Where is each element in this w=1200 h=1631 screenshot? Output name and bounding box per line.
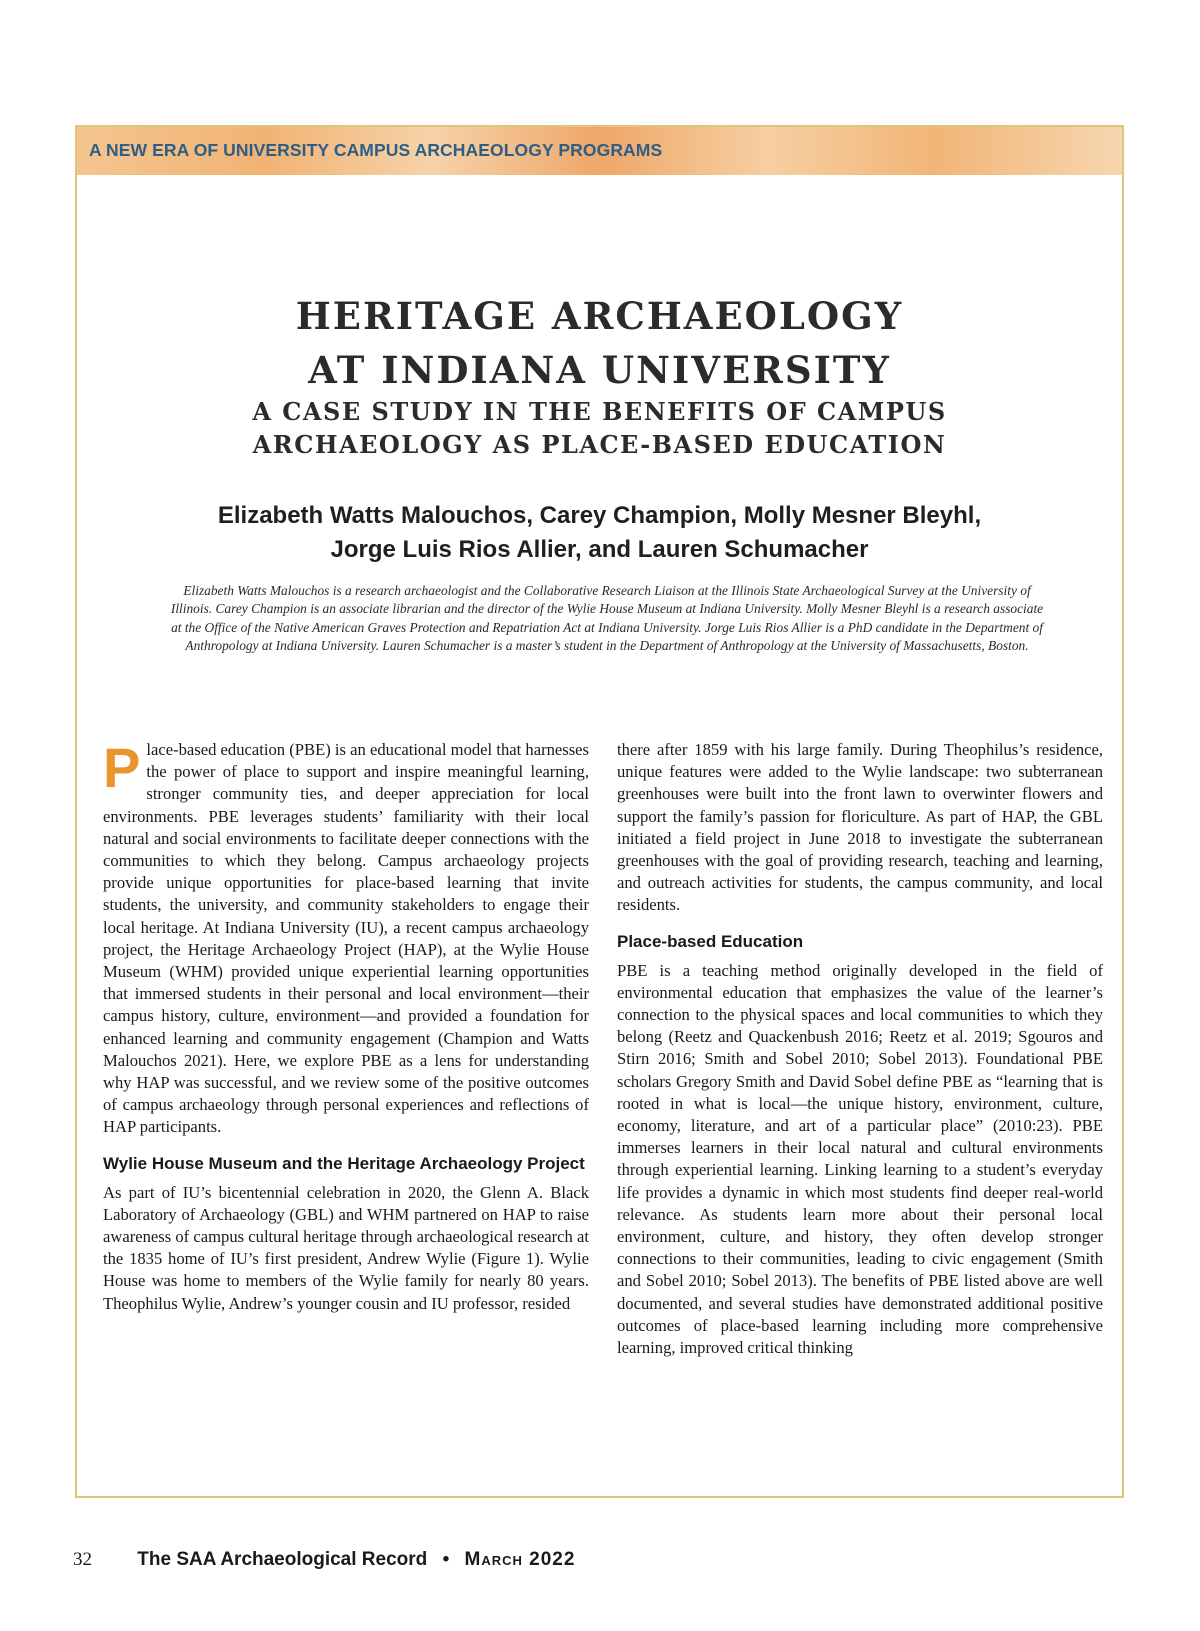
intro-paragraph-text: lace-based education (PBE) is an educational model that harnesses the power of place to support and inspire meaningful learning, stronger community ties, and deeper appreciation for local environments. PBE leverages students’ familiarity with their local natural and social environments to facilitate deeper connections with the communities to which they belong. Campus archaeology projects provide unique opportunities for place-based learning that invite students, the university, and community stakeholders to engage their local heritage. At Indiana University (IU), a recent campus archaeology project, the Heritage Archaeology Project (HAP), at the Wylie House Museum (WHM) provided unique experiential learning opportunities that immersed students in their personal and local environment—their campus history, culture, environment—and provided a foundation for enhanced learning and community engagement (Champion and Watts Malouchos 2021). Here, we explore PBE as a lens for understanding why HAP was successful, and we review some of the positive outcomes of campus archaeology through personal experiences and reflections of HAP participants.: [103, 740, 589, 1137]
pbe-paragraph: PBE is a teaching method originally developed in the field of environmental education that emphasizes the value of the learner’s connection to the physical spaces and local communities to which they belong (Reetz and Quackenbush 2016; Reetz et al. 2019; Sgouros and Stirn 2016; Smith and Sobel 2010; Sobel 2013). Foundational PBE scholars Gregory Smith and David Sobel define PBE as “learning that is rooted in what is local—the unique history, environment, culture, economy, literature, and art of a particular place” (2010:23). PBE immerses learners in their local natural and cultural environments through experiential learning. Linking learning to a student’s everyday life provides a dynamic in which most students find deeper real-world relevance. As students learn more about their personal local environment, culture, and history, they often develop stronger connections to their communities, leading to civic engagement (Smith and Sobel 2010; Sobel 2013). The benefits of PBE listed above are well documented, and several studies have demonstrated additional positive outcomes of place-based learning including more comprehensive learning, improved critical thinking: [617, 960, 1103, 1358]
journal-name: The SAA Archaeological Record: [137, 1549, 428, 1570]
section-banner-text: A NEW ERA OF UNIVERSITY CAMPUS ARCHAEOLOGY PROGRAMS: [89, 140, 663, 160]
article-title: [77, 289, 1122, 397]
page-number: 32: [73, 1549, 92, 1570]
theophilus-paragraph: there after 1859 with his large family. During Theophilus’s residence, unique features were added to the Wylie landscape: two subterranean greenhouses were built into the front lawn to overwinter flowers and support the family’s passion for floriculture. As part of HAP, the GBL initiated a field project in June 2018 to investigate the subterranean greenhouses with the goal of providing research, teaching and learning, and outreach activities for students, the campus community, and local residents.: [617, 740, 1103, 915]
author-list: [77, 499, 1122, 567]
article-subtitle: [77, 395, 1122, 461]
wylie-house-paragraph: As part of IU’s bicentennial celebration in 2020, the Glenn A. Black Laboratory of Archaeology (GBL) and WHM partnered on HAP to raise awareness of campus cultural heritage through archaeological research at the 1835 home of IU’s first president, Andrew Wylie (Figure 1). Wylie House was home to members of the Wylie family for nearly 80 years. Theophilus Wylie, Andrew’s younger cousin and IU professor, resided: [103, 1182, 589, 1313]
section-banner: [77, 127, 1122, 175]
section-heading-place-based-education: Place-based Education: [617, 931, 804, 951]
intro-paragraph: [103, 736, 589, 1139]
author-line-2: Jorge Luis Rios Allier, and Lauren Schumacher: [330, 536, 869, 563]
footer-bullet: •: [442, 1549, 450, 1570]
body-column-left: [103, 736, 589, 1315]
author-bios: Elizabeth Watts Malouchos is a research archaeologist and the Collaborative Research Liaison at the Illinois State Archaeological Survey at the University of Illinois. Carey Champion is an associate librarian and the director of the Wylie House Museum at Indiana University. Molly Mesner Bleyhl is a research associate at the Office of the Native American Graves Protection and Repatriation Act at Indiana University. Jorge Luis Rios Allier is a PhD candidate in the Department of Anthropology at Indiana University. Lauren Schumacher is a master’s student in the Department of Anthropology at the University of Massachusetts, Boston.: [170, 583, 1044, 654]
article-subtitle-line-1: A CASE STUDY IN THE BENEFITS OF CAMPUS: [252, 397, 947, 426]
section-heading-wylie-house: Wylie House Museum and the Heritage Archaeology Project: [103, 1153, 585, 1173]
author-line-1: Elizabeth Watts Malouchos, Carey Champion, Molly Mesner Bleyhl,: [217, 502, 982, 529]
article-frame: [75, 125, 1124, 1498]
drop-cap: P: [103, 736, 141, 799]
page-footer: [73, 1549, 575, 1571]
article-title-line-1: HERITAGE ARCHAEOLOGY: [295, 294, 904, 338]
article-subtitle-line-2: ARCHAEOLOGY AS PLACE-BASED EDUCATION: [252, 430, 947, 459]
body-column-right: [617, 739, 1103, 1359]
article-title-line-2: AT INDIANA UNIVERSITY: [308, 348, 891, 392]
issue-date: March 2022: [464, 1549, 576, 1570]
